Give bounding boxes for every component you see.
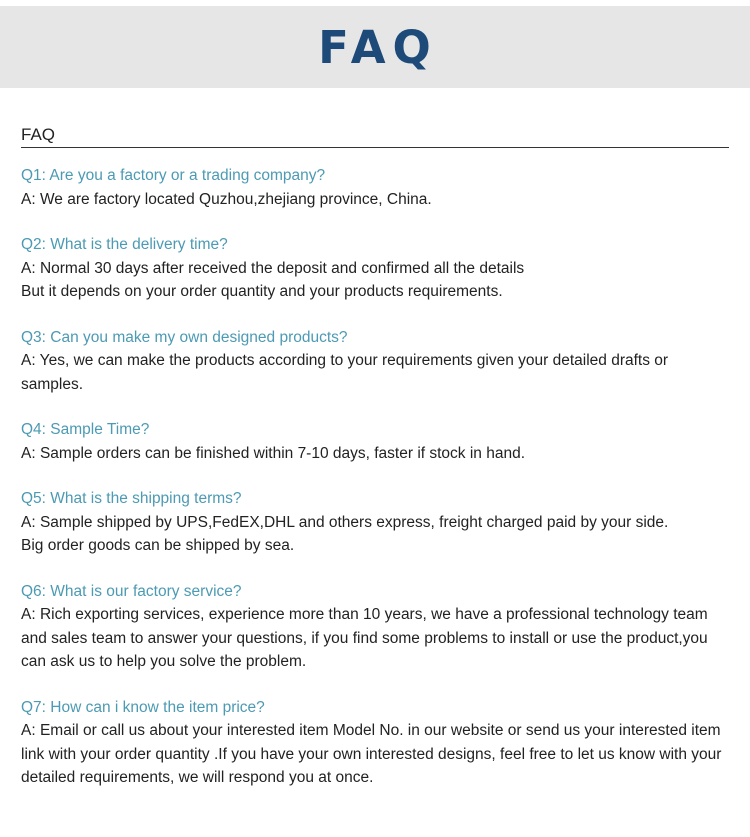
faq-item-5 [21,487,736,558]
faq-answer-line: A: Email or call us about your interested item Model No. in our website or send us your interested item [21,722,721,739]
faq-question-6: Q6: What is our factory service? [21,582,242,600]
faq-item-2 [21,233,736,304]
faq-answer-line: A: Rich exporting services, experience more than 10 years, we have a professional technology team [21,606,708,623]
faq-list [21,164,736,812]
faq-answer-line: A: Normal 30 days after received the deposit and confirmed all the details [21,259,525,277]
faq-question-1: Q1: Are you a factory or a trading company? [21,167,326,184]
faq-answer-line: can ask us to help you solve the problem. [21,653,307,670]
faq-question-4: Q4: Sample Time? [21,421,150,438]
faq-item-6 [21,580,736,674]
faq-answer-line: and sales team to answer your questions, if you find some problems to install or use the product,you [21,629,708,647]
faq-answer-line: samples. [21,375,84,393]
faq-answer-line: detailed requirements, we will respond you at once. [21,769,374,786]
faq-answer-line: A: Yes, we can make the products according to your requirements given your detailed drafts or [21,352,669,369]
faq-answer-line: A: Sample shipped by UPS,FedEX,DHL and others express, freight charged paid by your side. [21,513,669,531]
faq-item-7 [21,696,736,790]
faq-question-3: Q3: Can you make my own designed products? [21,328,348,346]
section-title: FAQ [21,125,56,144]
faq-item-3 [21,326,736,397]
faq-item-1 [21,164,736,211]
faq-question-7: Q7: How can i know the item price? [21,698,265,716]
banner-title: FAQ [318,20,438,74]
faq-item-4 [21,418,736,465]
faq-question-5: Q5: What is the shipping terms? [21,490,242,507]
faq-question-2: Q2: What is the delivery time? [21,236,228,253]
faq-answer-line: But it depends on your order quantity and your products requirements. [21,283,503,300]
section-divider [21,147,729,148]
faq-answer-line: A: We are factory located Quzhou,zhejiang province, China. [21,190,432,208]
faq-answer-line: Big order goods can be shipped by sea. [21,537,295,554]
faq-banner [0,6,750,88]
faq-answer-line: A: Sample orders can be finished within 7-10 days, faster if stock in hand. [21,444,526,462]
faq-answer-line: link with your order quantity .If you have your own interested designs, feel free to let us know with your [21,745,722,763]
